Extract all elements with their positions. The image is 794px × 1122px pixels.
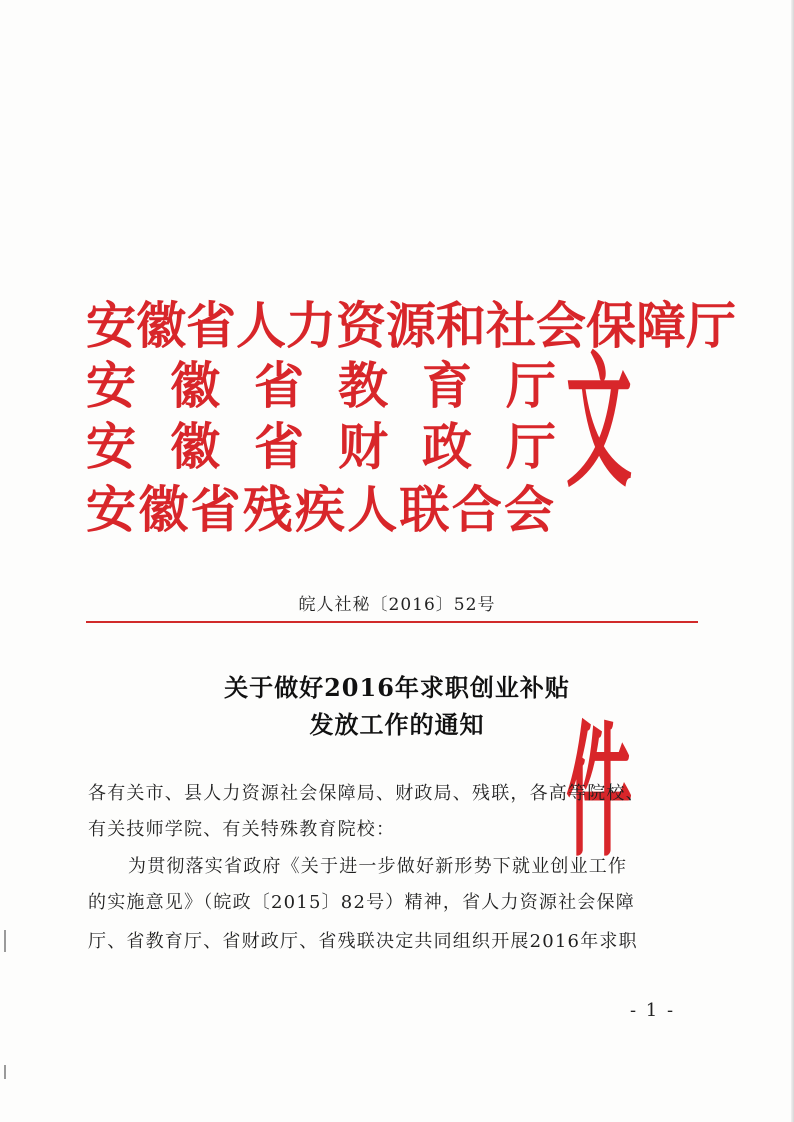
issuer-disabled-federation-text-char: 人	[347, 480, 398, 539]
issuer-finance	[86, 417, 556, 477]
issuer-hrss-text-char: 保	[586, 296, 636, 355]
body-paragraph-line-3: 厅、省教育厅、省财政厅、省残联决定共同组织开展2016年求职	[88, 931, 638, 952]
issuer-education-text-char: 厅	[506, 356, 556, 415]
issuer-finance-text-char: 安	[86, 417, 136, 476]
red-divider-line	[86, 621, 698, 623]
issuer-hrss-text-char: 障	[636, 296, 686, 355]
scan-mark	[4, 1065, 6, 1079]
body-paragraph-line-1: 为贯彻落实省政府《关于进一步做好新形势下就业创业工作	[128, 856, 628, 877]
notice-title-line-1: 关于做好2016年求职创业补贴	[224, 673, 570, 702]
issuer-education-text-char: 教	[338, 356, 388, 415]
issuer-hrss-text-char: 社	[486, 296, 536, 355]
document-label-text: 文件	[566, 336, 632, 878]
issuer-hrss-text-char: 厅	[686, 296, 736, 355]
issuer-disabled-federation-text-char: 安	[86, 480, 136, 539]
issuer-hrss-text-char: 省	[186, 296, 236, 355]
issuer-disabled-federation-text-char: 疾	[295, 480, 345, 539]
issuer-hrss-text-char: 力	[286, 296, 336, 355]
issuer-disabled-federation-text-char: 联	[399, 480, 450, 539]
issuer-hrss-text-char: 人	[236, 296, 286, 355]
addressee-line-2: 有关技师学院、有关特殊教育院校：	[88, 819, 396, 840]
issuer-hrss-text-char: 和	[436, 296, 486, 355]
scan-mark	[4, 930, 6, 952]
issuer-hrss-text-char: 安	[86, 296, 136, 355]
issuer-disabled-federation-text-char: 残	[242, 480, 293, 539]
document-label	[566, 336, 632, 878]
body-paragraph-line-2: 的实施意见》（皖政〔2015〕82号）精神，省人力资源社会保障	[88, 892, 635, 913]
issuer-finance-text-char: 财	[338, 417, 388, 476]
issuer-hrss	[86, 296, 736, 356]
document-number: 皖人社秘〔2016〕52号	[298, 595, 496, 615]
issuer-education-text-char: 徽	[170, 356, 220, 415]
issuer-disabled-federation-text-char: 省	[190, 480, 241, 539]
issuer-disabled-federation-text-char: 徽	[138, 480, 189, 539]
issuer-education-text-char: 省	[254, 356, 304, 415]
issuer-disabled-federation-text-char: 会	[504, 480, 554, 539]
issuer-finance-text-char: 省	[254, 417, 304, 476]
issuer-finance-text-char: 政	[422, 417, 472, 476]
notice-title-line-2: 发放工作的通知	[309, 710, 485, 739]
issuer-disabled-federation	[86, 480, 554, 540]
addressee-line-1: 各有关市、县人力资源社会保障局、财政局、残联，各高等院校、	[88, 783, 645, 804]
issuer-education-text-char: 育	[422, 356, 472, 415]
issuer-finance-text-char: 徽	[170, 417, 220, 476]
issuer-education	[86, 356, 556, 416]
page-number: - 1 -	[630, 1000, 676, 1021]
issuer-education-text-char: 安	[86, 356, 136, 415]
issuer-hrss-text-char: 源	[386, 296, 436, 355]
issuer-hrss-text-char: 会	[536, 296, 586, 355]
issuer-disabled-federation-text-char: 合	[451, 480, 502, 539]
issuer-finance-text-char: 厅	[506, 417, 556, 476]
issuer-hrss-text-char: 徽	[136, 296, 186, 355]
issuer-hrss-text-char: 资	[336, 296, 386, 355]
